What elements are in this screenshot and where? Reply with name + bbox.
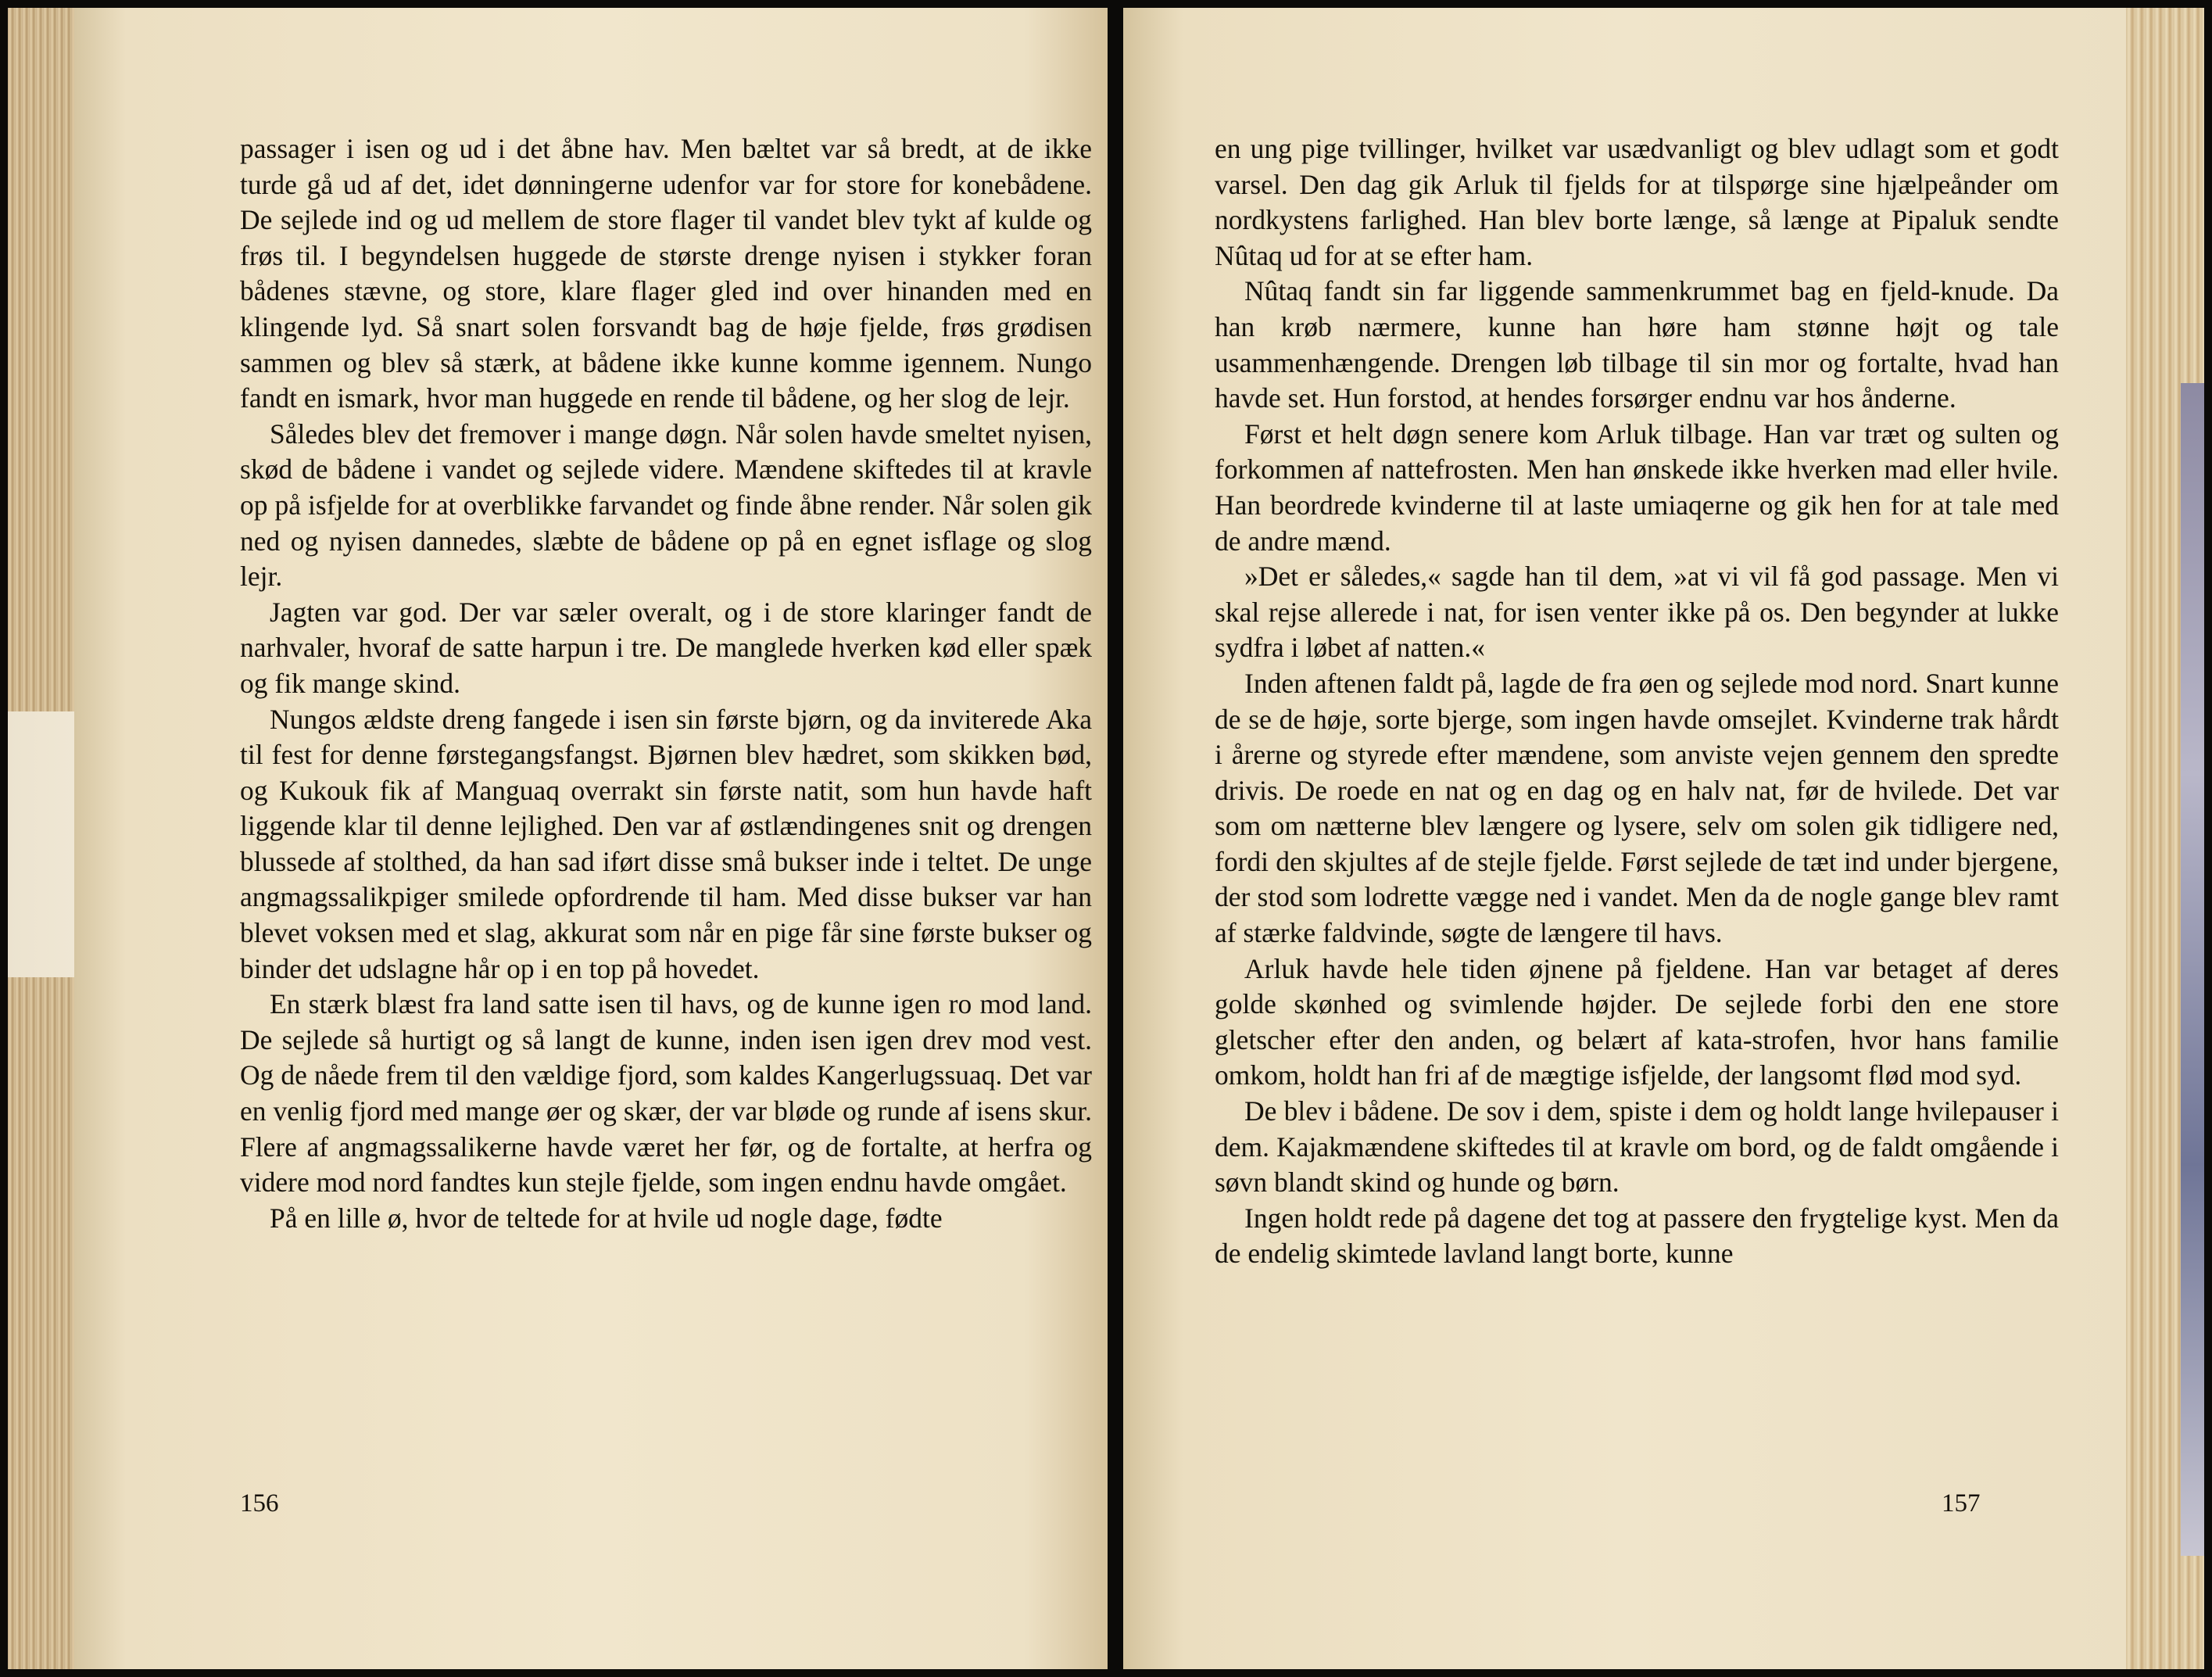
left-paragraph-5: En stærk blæst fra land satte isen til havs, og de kunne igen ro mod land. De sejlede så hurtigt og så langt de kunne, inden isen igen drev mod vest. Og de nåede frem til den vældige fjord, som kaldes Kangerlugssuaq. Det var en venlig fjord med mange øer og skær, der var bløde og runde af isens skur. Flere af angmagssalikerne havde været her før, og de fortalte, at herfra og videre mod nord fandtes kun stejle fjelde, som ingen endnu havde omgået.	[240, 988, 1092, 1199]
right-paragraph-8: Ingen holdt rede på dagene det tog at passere den frygtelige kyst. Men da de endelig skimtede lavland langt borte, kunne	[1215, 1202, 2059, 1270]
left-page	[74, 8, 1108, 1669]
right-paragraph-6: Arluk havde hele tiden øjnene på fjeldene. Han var betaget af deres golde skønhed og svimlende højder. De sejlede forbi den ene store gletscher efter den anden, og belært af kata-strofen, hvor hans familie omkom, holdt han fri af de mægtige isfjelde, der langsomt flød mod syd.	[1215, 952, 2059, 1091]
book-page-edges-left	[8, 8, 80, 1669]
right-paragraph-3: Først et helt døgn senere kom Arluk tilbage. Han var træt og sulten og forkommen af nattefrosten. Men han ønskede ikke hverken mad eller hvile. Han beordrede kvinderne til at laste umiaqerne og gik hen for at tale med de andre mænd.	[1215, 417, 2059, 557]
right-paragraph-2: Nûtaq fandt sin far liggende sammenkrummet bag en fjeld-knude. Da han krøb nærmere, kunne han høre ham stønne højt og tale usammenhængende. Drengen løb tilbage til sin mor og fortalte, hvad han havde set. Hun forstod, at hendes forsørger endnu var hos ånderne.	[1215, 275, 2059, 414]
right-paragraph-4: »Det er således,« sagde han til dem, »at vi vil få god passage. Men vi skal rejse allerede i nat, for isen venter ikke på os. Den begynder at lukke sydfra i løbet af natten.«	[1215, 561, 2059, 664]
left-paragraph-4: Nungos ældste dreng fangede i isen sin første bjørn, og da inviterede Aka til fest for denne førstegangsfangst. Bjørnen blev hædret, som skikken bød, og Kukouk fik af Manguaq overrakt sin første natit, som hun havde haft liggende klar til denne lejlighed. Den var af østlændingenes snit og drengen blussede af stolthed, da han sad iført disse små bukser inde i teltet. De unge angmagssalikpiger smilede opfordrende til ham. Med disse bukser var han blevet voksen med et slag, akkurat som når en pige får sine første bukser og binder det udslagne hår op i en top på hovedet.	[240, 703, 1092, 984]
book-page-edges-right	[2126, 8, 2204, 1669]
page-number-right: 157	[1942, 1489, 1981, 1518]
page-number-left: 156	[240, 1489, 279, 1518]
left-paragraph-3: Jagten var god. Der var sæler overalt, og i de store klaringer fandt de narhvaler, hvoraf de satte harpun i tre. De manglede hverken kød eller spæk og fik mange skind.	[240, 596, 1092, 699]
left-paragraph-1: passager i isen og ud i det åbne hav. Men bæltet var så bredt, at de ikke turde gå ud af det, idet dønningerne udenfor var for store for konebådene. De sejlede ind og ud mellem de store flager til vandet blev tykt af kulde og frøs til. I begyndelsen huggede de største drenge nyisen i stykker foran bådenes stævne, og store, klare flager gled ind over hinanden med en klingende lyd. Så snart solen forsvandt bag de høje fjelde, frøs grødisen sammen og blev så stærk, at bådene ikke kunne komme igennem. Nungo fandt en ismark, hvor man huggede en rende til bådene, og her slog de lejr.	[240, 133, 1092, 414]
right-paragraph-5: Inden aftenen faldt på, lagde de fra øen og sejlede mod nord. Snart kunne de se de høje, sorte bjerge, som ingen havde omsejlet. Kvinderne trak hårdt i årerne og styrede efter mændene, som anviste vejen gennem den spredte drivis. De roede en nat og en dag og en halv nat, før de hvilede. Det var som om nætterne blev længere og lysere, selv om solen gik tidligere ned, fordi den skjultes af de stejle fjelde. Først sejlede de tæt ind under bjergene, der stod som lodrette vægge ned i vandet. Men da de nogle gange blev ramt af stærke faldvinde, søgte de længere til havs.	[1215, 667, 2059, 949]
right-paragraph-1: en ung pige tvillinger, hvilket var usædvanligt og blev udlagt som et godt varsel. Den dag gik Arluk til fjelds for at tilspørge sine hjælpeånder om nordkystens farlighed. Han blev borte længe, så længe at Pipaluk sendte Nûtaq ud for at se efter ham.	[1215, 133, 2059, 271]
right-paragraph-7: De blev i bådene. De sov i dem, spiste i dem og holdt lange hvilepauser i dem. Kajakmændene skiftedes til at kravle om bord, og de faldt omgående i søvn blandt skind og hunde og børn.	[1215, 1095, 2059, 1199]
book-cover-edge	[2181, 383, 2204, 1556]
right-page-body	[1215, 131, 2059, 1272]
left-page-body	[240, 131, 1092, 1236]
left-paragraph-6: På en lille ø, hvor de teltede for at hvile ud nogle dage, fødte	[270, 1202, 943, 1234]
right-page	[1123, 8, 2126, 1669]
left-paragraph-2: Således blev det fremover i mange døgn. Når solen havde smeltet nyisen, skød de bådene i vandet og sejlede videre. Mændene skiftedes til at kravle op på isfjelde for at overblikke farvandet og finde åbne render. Når solen gik ned og nyisen dannedes, slæbte de bådene op på en egnet isflage og slog lejr.	[240, 417, 1092, 593]
